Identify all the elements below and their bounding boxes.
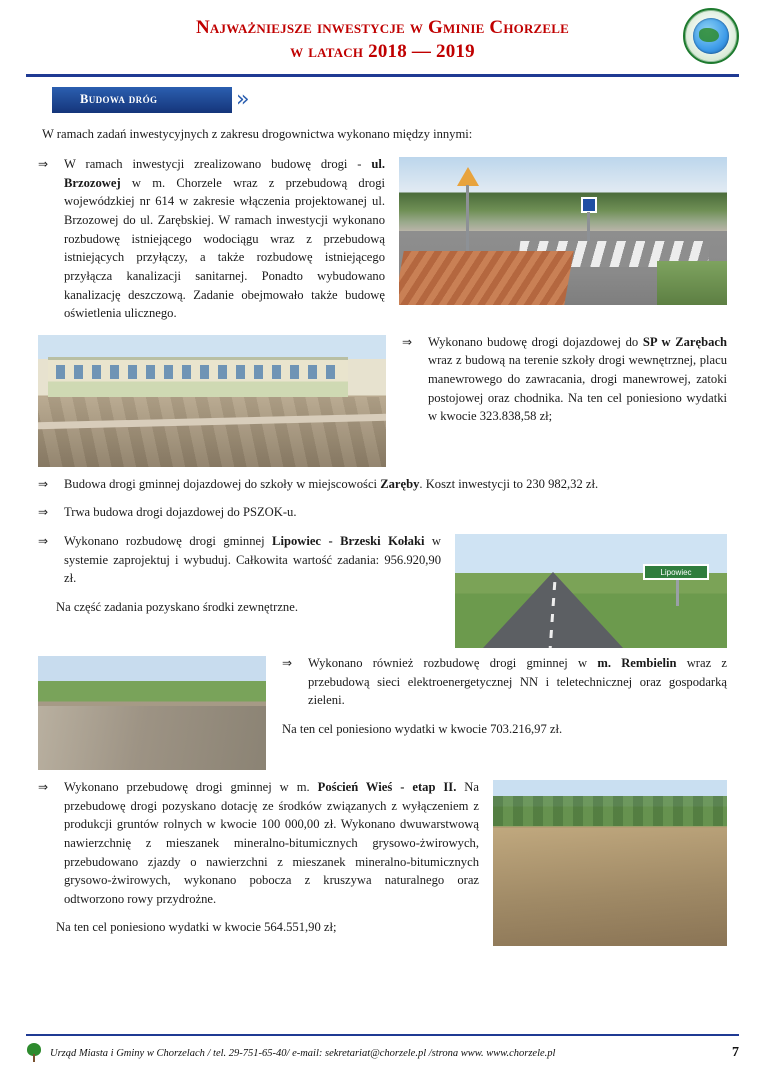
roadside-grass [657,261,727,305]
list-item [282,654,727,710]
text-bold: ul. Brzozowej [64,157,385,190]
text-part: w systemie zaprojektuj i wybuduj. Całkowita wartość zadania: 956.920,90 zł. [64,534,442,586]
list-item [38,503,727,522]
chevron-right-icon: ›› [236,86,246,112]
text-bold: Poścień Wieś - etap II. [317,780,457,794]
list-item-text [64,532,441,588]
treeline [493,796,727,826]
text-part: Wykonano rozbudowę drogi gminnej [64,534,273,548]
text-part: Wykonano przebudowę drogi gminnej w m. [64,780,318,794]
bullet-arrow-icon: ⇒ [38,505,49,520]
building-windows [56,365,340,379]
footer-contact-text: Urząd Miasta i Gminy w Chorzelach / tel. 29-751-65-40/ e-mail: sekretariat@chorzele.pl /strona www. www.chorzele.pl [50,1047,556,1059]
block-lipowiec [38,532,727,654]
block-poscien [38,778,727,952]
section-banner-label: Budowa dróg [52,87,232,113]
bullet-arrow-icon: ⇒ [38,157,49,172]
section-banner [0,87,765,113]
list-item-text [64,778,479,908]
list-item [38,778,479,908]
bullet-arrow-icon: ⇒ [38,780,49,794]
text-bold: Zaręby [380,476,420,491]
list-item-text [64,475,727,494]
header-divider [26,74,739,77]
road-surface [493,828,727,946]
poscien-cost: Na ten cel poniesiono wydatki w kwocie 564.551,90 zł; [56,920,337,935]
bullet-arrow-icon: ⇒ [38,534,49,548]
list-item-text [64,155,385,323]
text-part: Wykonano budowę drogi dojazdowej do [428,334,643,349]
photo-rembielin-road [38,656,266,770]
list-item [38,532,441,588]
tree-trunk [33,1054,35,1062]
list-item [38,155,385,323]
block-rembielin [38,654,727,778]
text-part: w m. Chorzele wraz z przebudową drogi wojewódzkiej nr 614 w zakresie włączenia projektowanej ul. Brzozowej do ul. Zarębskiej. W ramach inwestycji wykonano rozbudowę istniejącego wodociągu wraz z przebudową istniejących przyłączy, a także rozbudowę istniejącego przyłącza kanalizacji sanitarnej. Ponadto wybudowano kanalizację deszczową. Zadanie obejmowało także budowę oświetlenia ulicznego. [64,175,385,321]
text-part: Budowa drogi gminnej dojazdowej do szkoły w miejscowości [64,476,381,491]
list-item [38,475,727,494]
list-item [402,333,727,426]
bullet-arrow-icon: ⇒ [402,334,413,349]
photo-poscien-road [493,780,727,946]
block-brzozowa [38,155,727,333]
text-part: . Koszt inwestycji to 230 982,32 zł. [419,476,599,491]
block-zareby-school [38,333,727,475]
photo-lipowiec-road [455,534,727,648]
page-title-line1: Najważniejsze inwestycje w Gminie Chorzele [195,17,570,38]
warning-sign-icon [457,167,479,186]
rembielin-cost: Na ten cel poniesiono wydatki w kwocie 703.216,97 zł. [282,721,563,736]
bullet-arrow-icon: ⇒ [38,476,49,491]
text-bold: Lipowiec - Brzeski Kołaki [272,534,425,548]
logo-globe [693,18,729,54]
list-item-text: Trwa budowa drogi dojazdowej do PSZOK-u. [64,505,297,520]
page-title-line2: w latach 2018 — 2019 [290,40,475,62]
text-part: Wykonano również rozbudowę drogi gminnej w [308,656,598,670]
sign-pole [676,580,679,606]
intro-paragraph: W ramach zadań inwestycyjnych z zakresu drogownictwa wykonano między innymi: [42,126,473,141]
text-part: wraz z przebudową sieci elektroenergetycznej NN i teletechnicznej oraz gospodarką zieleni. [308,656,727,708]
page-title [40,16,725,64]
locality-sign: Lipowiec [643,564,709,580]
text-part: W ramach inwestycji zrealizowano budowę drogi - [64,157,372,172]
list-item-text [428,333,727,426]
pedestrian-sign-icon [581,197,597,213]
footer-divider [26,1034,739,1036]
text-part: Na przebudowę drogi pozyskano dotację ze środków związanych z wyłączeniem z produkcji gruntów rolnych w kwocie 100 000,00 zł. Wykonano dwuwarstwową nawierzchnię z mieszanek mineralno-bitumicznych grysowo-żwirowych, przebudowano zjazdy o nawierzchni z mieszanek mineralno-bitumicznych grysowo-żwirowych, wykonano pobocza z kruszywa naturalnego oraz odtworzono rowy przydrożne. [64,780,479,906]
paved-yard [38,397,386,467]
tree-icon [26,1043,42,1063]
text-bold: m. Rembielin [597,656,677,670]
text-bold: SP w Zarębach [642,334,728,349]
text-part: wraz z budową na terenie szkoły drogi wewnętrznej, placu manewrowego do zawracania, drogi manewrowej, zatoki postojowej oraz chodnika. Na ten cel poniesiono wydatki w kwocie 323.838,58 zł; [428,353,727,424]
sidewalk-pavement [399,251,574,305]
list-item-text [308,654,727,710]
page-content [0,125,765,953]
page-number: 7 [732,1045,739,1060]
page-footer [0,1034,765,1080]
page-header [0,0,765,68]
lipowiec-note: Na część zadania pozyskano środki zewnętrzne. [56,599,298,614]
photo-school-zareby [38,335,386,467]
gmina-logo-icon [683,8,739,64]
dirt-surface [38,706,266,770]
photo-road-brzozowa [399,157,727,305]
bullet-arrow-icon: ⇒ [282,656,293,670]
